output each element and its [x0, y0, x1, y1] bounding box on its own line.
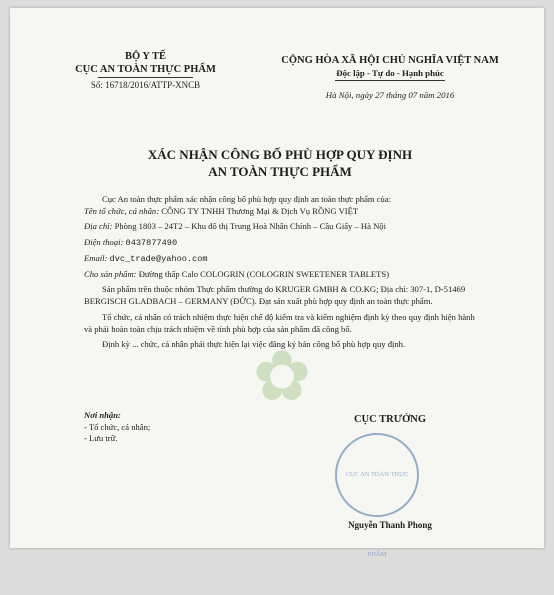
email-value: dvc_trade@yahoo.com — [109, 253, 208, 264]
product-value: Đường thấp Calo COLOGRIN (COLOGRIN SWEETENER TABLETS) — [138, 269, 390, 280]
address-label: Địa chỉ: — [84, 221, 113, 232]
document-body — [84, 193, 484, 350]
document-title — [70, 146, 490, 180]
intro-text: Cục An toàn thực phẩm xác nhận công bố phù hợp quy định an toàn thực phẩm của: — [102, 194, 392, 204]
document-page — [10, 8, 544, 558]
product-label: Cho sản phẩm: — [84, 269, 137, 280]
national-motto: Độc lập - Tự do - Hạnh phúc — [336, 68, 444, 78]
title-line-1: XÁC NHẬN CÔNG BỐ PHÙ HỢP QUY ĐỊNH — [147, 147, 413, 162]
ministry-name: BỘ Y TẾ — [124, 51, 167, 62]
address-value: Phòng 1803 – 24T2 – Khu đô thị Trung Hoà Nhân Chính – Cầu Giấy – Hà Nội — [114, 221, 386, 232]
signature-block — [310, 413, 470, 426]
signer-name: Nguyễn Thanh Phong — [348, 520, 432, 530]
document-number: Số: 16718/2016/ATTP-XNCB — [90, 80, 201, 90]
title-line-2: AN TOÀN THỰC PHẨM — [208, 164, 352, 179]
divider — [98, 77, 193, 78]
signer-role: CỤC TRƯỞNG — [353, 414, 427, 425]
periodic-text: Định kỳ ... chức, cá nhân phải thực hiện lại việc đăng ký bản công bố phù hợp quy định. — [102, 339, 406, 350]
responsibility-text: Tổ chức, cá nhân có trách nhiệm thực hiện chế độ kiểm tra và kiểm nghiệm định kỳ theo quy định hiện hành và phải hoàn toàn chịu trách nhiệm về tính phù hợp của sản phẩm đã công bố. — [84, 311, 475, 334]
watermark-flower-icon: ✿ — [252, 339, 312, 416]
recipients — [84, 410, 150, 445]
recipients-heading: Nơi nhận: — [84, 410, 121, 420]
header-right — [255, 54, 525, 101]
phone-label: Điện thoại: — [84, 236, 124, 247]
divider — [335, 80, 445, 81]
phone-value: 0437877490 — [125, 237, 178, 248]
issue-date: Hà Nội, ngày 27 tháng 07 năm 2016 — [325, 90, 455, 100]
recipient-item: - Lưu trữ. — [84, 433, 118, 443]
org-label: Tên tổ chức, cá nhân: — [84, 206, 160, 217]
nation-name: CỘNG HÒA XÃ HỘI CHỦ NGHĨA VIỆT NAM — [281, 55, 499, 66]
department-name: CỤC AN TOÀN THỰC PHẨM — [75, 64, 216, 75]
stamp-text: CỤC AN TOÀN THỰC PHẨM — [345, 471, 409, 558]
header-left — [58, 50, 233, 90]
email-label: Email: — [84, 252, 108, 263]
manufacturer-text: Sản phẩm trên thuộc nhóm Thực phẩm thường do KRUGER GMBH & CO.KG; Địa chỉ: 307-1, D-51469 BERGISCH GLADBACH – GERMANY (ĐỨC). Đạt sản xuất phù hợp quy định an toàn thực phẩm. — [84, 284, 466, 307]
org-value: CÔNG TY TNHH Thương Mại & Dịch Vụ RỒNG VIỆT — [161, 206, 359, 217]
recipient-item: - Tổ chức, cá nhân; — [84, 421, 151, 432]
